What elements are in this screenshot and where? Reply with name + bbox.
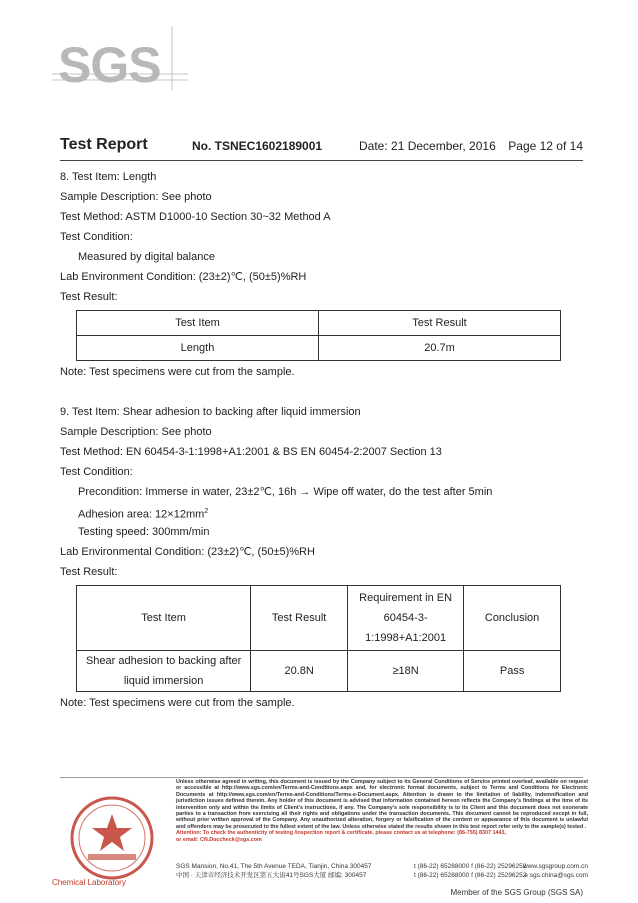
s8-item: 8. Test Item: Length — [60, 171, 157, 183]
sgs-logo — [50, 22, 190, 92]
table-row — [77, 336, 561, 361]
address-cn: 中国 · 天津市经济技术开发区第五大街41号SGS大厦 邮编: 300457 — [176, 872, 367, 879]
contact-text: or email: CN.Doccheck@sgs.com — [176, 836, 262, 843]
s9-item: 9. Test Item: Shear adhesion to backing after liquid immersion — [60, 406, 361, 418]
s8-sample: Sample Description: See photo — [60, 191, 212, 203]
s8-condition-label: Test Condition: — [60, 231, 133, 243]
adhesion-area-sup: 2 — [204, 508, 209, 515]
page-number: Page 12 of 14 — [508, 139, 583, 153]
table-header-row — [77, 311, 561, 336]
address-en: SGS Mansion, No.41, The 5th Avenue TEDA, Tianjin, China 300457 — [176, 863, 372, 870]
email-address: e sgs.china@sgs.com — [524, 872, 588, 879]
disclaimer-text: Unless otherwise agreed in writing, this document is issued by the Company subject to its General Conditions of Service printed overleaf, available on request or accessible at http://www.sgs.com/en/Terms-and-Conditions.aspx and, for electronic format documents, subject to Terms and Conditions for Electronic Documents at http://www.sgs.com/en/Terms-and-Conditions/Terms-e-Document.aspx. Attention is drawn to the limitation of liability, indemnification and jurisdiction issues defined therein. Any holder of this document is advised that information contained hereon reflects the Company's findings at the time of its intervention only and within the limits of Client's instructions, if any. The Company's sole responsibility is to its Client and this document does not exonerate parties to a transaction from exercising all their rights and obligations under the transaction documents. This document cannot be reproduced except in full, without prior written approval of the Company. Any unauthorized alteration, forgery or falsification of the content or appearance of this document is unlawful and offenders may be prosecuted to the fullest extent of the law. Unless otherwise stated the results shown in this test report refer only to the sample(s) tested . — [176, 779, 588, 830]
report-title: Test Report — [60, 136, 148, 153]
legal-disclaimer — [176, 779, 588, 843]
table-cell: ≥18N — [348, 651, 464, 692]
table-row — [77, 651, 561, 692]
web-address: www.sgsgroup.com.cn — [522, 863, 588, 870]
header-divider — [60, 160, 583, 161]
s9-note: Note: Test specimens were cut from the sample. — [60, 697, 295, 709]
table-cell-item — [77, 651, 251, 692]
item-line: liquid immersion — [123, 675, 204, 687]
s9-result-table — [76, 585, 561, 692]
tel-cn: t (86-22) 65288000 f (86-22) 25296252 — [414, 872, 527, 879]
s9-condition-label: Test Condition: — [60, 466, 133, 478]
item-line: Shear adhesion to backing after — [85, 655, 242, 667]
company-seal-icon — [50, 790, 180, 880]
lab-name: Chemical Laboratory — [52, 878, 126, 887]
s9-precondition: Precondition: Immerse in water, 23±2℃, 16h → Wipe off water, do the test after 5min — [78, 486, 493, 498]
table-header-cell: Test Result — [251, 586, 348, 651]
table-header-cell: Conclusion — [464, 586, 561, 651]
table-header-row — [77, 586, 561, 651]
spacer — [60, 382, 583, 402]
s9-lab-env: Lab Environmental Condition: (23±2)℃, (50±5)%RH — [60, 546, 315, 558]
req-line: Requirement in EN — [359, 592, 453, 604]
attention-text: Attention: To check the authenticity of testing /inspection report & certificate, please contact us at telephone: (86-755) 8307 1443, — [176, 830, 507, 837]
report-date: Date: 21 December, 2016 — [359, 139, 496, 153]
report-number: No. TSNEC1602189001 — [192, 139, 323, 153]
table-cell: Length — [77, 336, 319, 361]
logo-text: SGS — [58, 37, 161, 93]
req-line: 1:1998+A1:2001 — [365, 632, 447, 644]
report-header — [60, 136, 583, 159]
s9-result-label: Test Result: — [60, 566, 118, 578]
table-cell: 20.8N — [251, 651, 348, 692]
s9-sample: Sample Description: See photo — [60, 426, 212, 438]
s9-speed: Testing speed: 300mm/min — [78, 526, 210, 538]
s8-condition: Measured by digital balance — [78, 251, 215, 263]
s8-note: Note: Test specimens were cut from the sample. — [60, 366, 295, 378]
table-header-cell: Test Result — [319, 311, 561, 336]
report-body — [60, 167, 583, 713]
s8-method: Test Method: ASTM D1000-10 Section 30~32 Method A — [60, 211, 331, 223]
s9-method: Test Method: EN 60454-3-1:1998+A1:2001 & BS EN 60454-2:2007 Section 13 — [60, 446, 442, 458]
table-header-cell: Test Item — [77, 311, 319, 336]
tel-en: t (86-22) 65288000 f (86-22) 25296252 — [414, 863, 527, 870]
adhesion-area-text: Adhesion area: 12×12mm — [78, 508, 205, 521]
s9-adhesion-area — [60, 502, 583, 522]
table-header-cell: Test Item — [77, 586, 251, 651]
member-line: Member of the SGS Group (SGS SA) — [450, 888, 583, 897]
req-line: 60454-3- — [383, 612, 428, 624]
footer-divider — [60, 777, 583, 778]
s8-result-label: Test Result: — [60, 291, 118, 303]
table-header-requirement — [348, 586, 464, 651]
s8-result-table — [76, 310, 561, 361]
table-cell: Pass — [464, 651, 561, 692]
table-cell: 20.7m — [319, 336, 561, 361]
s8-lab-env: Lab Environment Condition: (23±2)℃, (50±5)%RH — [60, 271, 307, 283]
